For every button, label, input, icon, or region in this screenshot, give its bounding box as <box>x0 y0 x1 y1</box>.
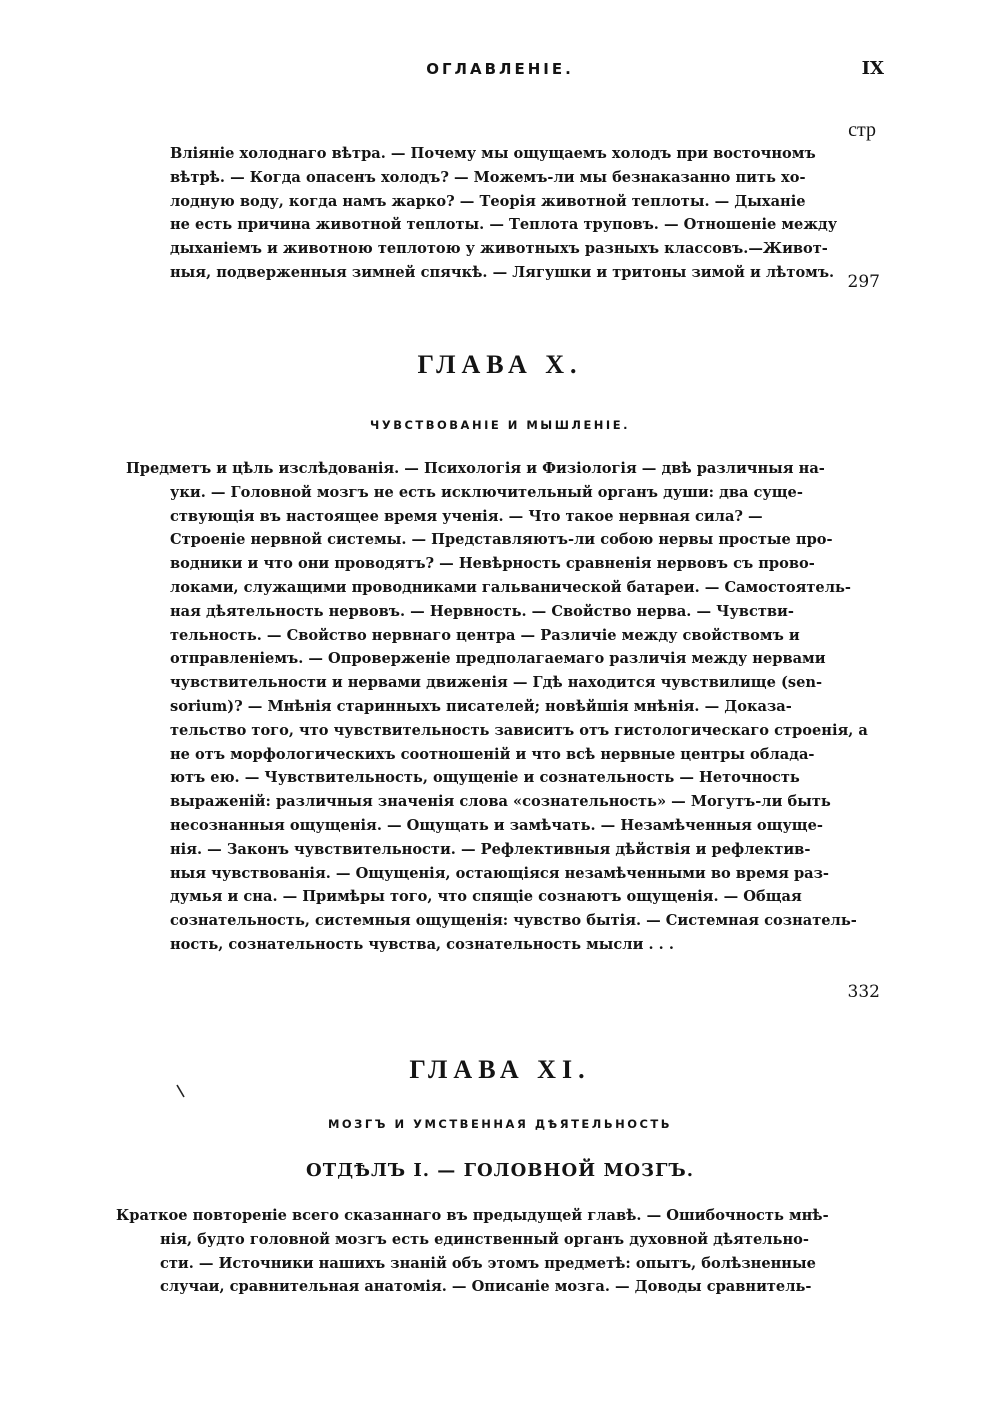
entry-line: сознательность, системныя ощущенія: чувство бытія. — Системная сознатель- <box>170 912 857 930</box>
entry-line: не есть причина животной теплоты. — Теплота труповъ. — Отношеніе между <box>170 216 838 234</box>
page-reference: 332 <box>847 982 880 1002</box>
section-title: ОТДѢЛЪ I. — ГОЛОВНОЙ МОЗГЪ. <box>306 1160 694 1181</box>
chapter-title: ГЛАВА XI. <box>409 1055 591 1084</box>
chapter-subtitle: ЧУВСТВОВАНІЕ И МЫШЛЕНІЕ. <box>370 418 630 432</box>
entry-line: ныя, подверженныя зимней спячкѣ. — Лягушки и тритоны зимой и лѣтомъ. <box>170 263 835 281</box>
entry-line: нія, будто головной мозгъ есть единственный органъ духовной дѣятельно- <box>160 1230 809 1248</box>
entry-line: случаи, сравнительная анатомія. — Описаніе мозга. — Доводы сравнитель- <box>160 1278 812 1296</box>
entry-line: sorium)? — Мнѣнія старинныхъ писателей; новѣйшія мнѣнія. — Доказа- <box>170 697 792 715</box>
entry-line: Предметъ и цѣль изслѣдованія. — Психологія и Физіологія — двѣ различныя на- <box>126 460 825 477</box>
entry-line: Вліяніе холоднаго вѣтра. — Почему мы ощущаемъ холодъ при восточномъ <box>170 145 816 162</box>
running-title: ОГЛАВЛЕНІЕ. <box>426 60 574 78</box>
entry-line: ствующія въ настоящее время ученія. — Что такое нервная сила? — <box>170 507 763 525</box>
entry-line: выраженій: различныя значенія слова «сознательность» — Могутъ-ли быть <box>170 793 831 811</box>
chapter-subtitle: МОЗГЪ И УМСТВЕННАЯ ДѢЯТЕЛЬНОСТЬ <box>327 1117 673 1131</box>
entry-line: лодную воду, когда намъ жарко? — Теорія животной теплоты. — Дыханіе <box>170 192 806 210</box>
entry-line: чувствительности и нервами движенія — Гдѣ находится чувствилище (sen- <box>170 674 823 692</box>
entry-line: ность, сознательность чувства, сознательность мысли . . . <box>170 935 674 953</box>
chapter-title: ГЛАВА X. <box>417 350 583 379</box>
entry-line: ютъ ею. — Чувствительность, ощущеніе и сознательность — Неточность <box>170 769 800 787</box>
entry-line: нія. — Законъ чувствительности. — Рефлективныя дѣйствія и рефлектив- <box>170 840 811 858</box>
entry-line: вѣтрѣ. — Когда опасенъ холодъ? — Можемъ-ли мы безнаказанно пить хо- <box>170 168 806 186</box>
entry-line: ныя чувствованія. — Ощущенія, остающіяся незамѣченными во время раз- <box>170 864 829 882</box>
entry-chapter-xi <box>116 1204 832 1299</box>
entry-line: Строеніе нервной системы. — Представляютъ-ли собою нервы простые про- <box>170 531 833 549</box>
page-column-label: стр <box>848 119 876 141</box>
entry-chapter-ix <box>170 142 842 285</box>
entry-line: отправленіемъ. — Опроверженіе предполагаемаго различія между нервами <box>170 650 826 668</box>
entry-line: дыханіемъ и животною теплотою у животныхъ разныхъ классовъ.—Живот- <box>170 240 828 258</box>
entry-line: тельство того, что чувствительность зависитъ отъ гистологическаго строенія, а <box>170 721 868 739</box>
entry-line: сти. — Источники нашихъ знаній объ этомъ предметѣ: опытъ, болѣзненные <box>160 1254 816 1272</box>
entry-line: водники и что они проводятъ? — Невѣрность сравненія нервовъ съ прово- <box>170 555 815 573</box>
entry-line: несознанныя ощущенія. — Ощущать и замѣчать. — Незамѣченныя ощуще- <box>170 816 823 834</box>
entry-line: думья и сна. — Примѣры того, что спящіе сознаютъ ощущенія. — Общая <box>170 888 802 906</box>
page-number: IX <box>861 58 884 79</box>
entry-line: ная дѣятельность нервовъ. — Нервность. — Свойство нерва. — Чувстви- <box>170 602 794 620</box>
entry-line: не отъ морфологическихъ соотношеній и что всѣ нервные центры облада- <box>170 745 815 763</box>
entry-line: Краткое повтореніе всего сказаннаго въ предыдущей главѣ. — Ошибочность мнѣ- <box>116 1207 829 1224</box>
stray-ink-mark <box>176 1084 186 1098</box>
entry-line: уки. — Головной мозгъ не есть исключительный органъ души: два суще- <box>170 483 803 501</box>
entry-chapter-x <box>126 457 868 957</box>
entry-line: тельность. — Свойство нервнаго центра — Различіе между свойствомъ и <box>170 626 800 644</box>
page-reference: 297 <box>847 272 880 292</box>
page-header <box>0 60 1000 90</box>
entry-line: локами, служащими проводниками гальванической батареи. — Самостоятель- <box>170 578 851 596</box>
